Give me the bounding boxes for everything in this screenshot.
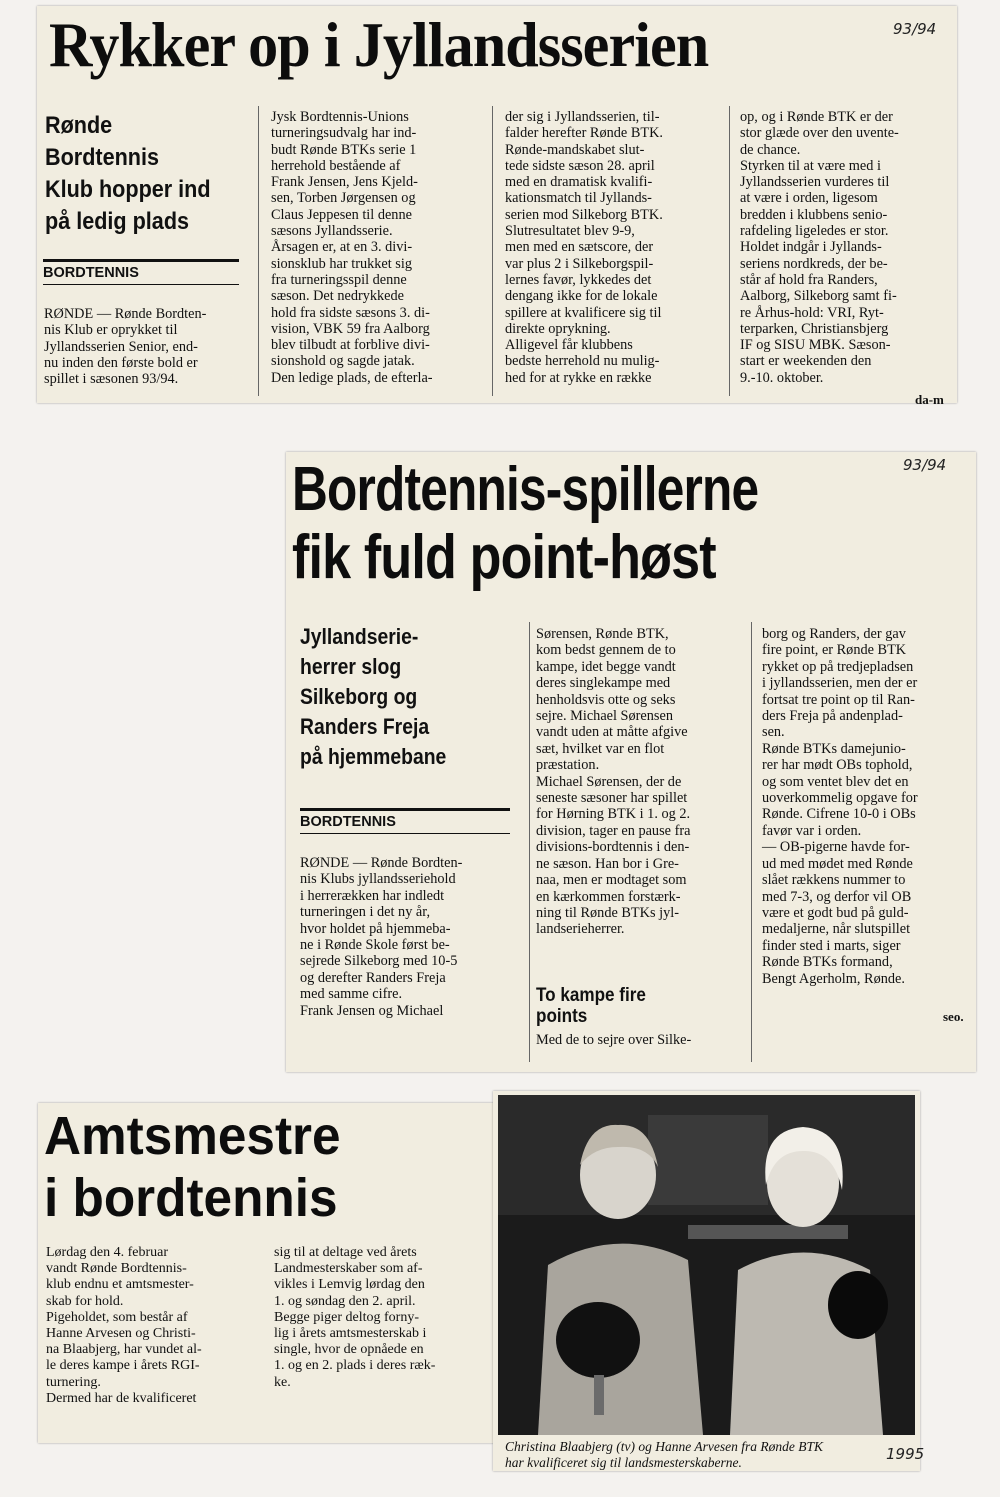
paddle-left-icon <box>556 1302 640 1378</box>
paddle-right-icon <box>828 1271 888 1339</box>
clipping-2-headline-line-2: fik fuld point-høst <box>292 523 716 592</box>
clipping-3-headline: Amtsmestre i bordtennis <box>44 1106 341 1228</box>
clipping-2-date-note: 93/94 <box>903 456 947 474</box>
clipping-1-column-3: op, og i Rønde BTK er der stor glæde over den uvente- de chance. Styrken til at være med i Jyllandsserien vurderes til at være i orden, ligesom bredden i klubbens senio- rafdeling ligeledes er stor. Holdet indgår i Jyllands- seriens nordkreds, der be- står af hold fra Randers, Aalborg, Silkeborg samt fi- re Århus-hold: VRI, Ryt- terparken, Christiansbjerg IF og SISU MBK. Sæson- start er weekenden den 9.-10. oktober. <box>740 109 899 386</box>
clipping-1-kicker: BORDTENNIS <box>43 259 239 285</box>
clipping-1-subhead: Rønde Bordtennis Klub hopper ind på ledig plads <box>45 112 211 235</box>
clipping-1 <box>37 6 957 407</box>
clipping-3-photo-block <box>493 1091 920 1471</box>
clipping-3-column-1: Lørdag den 4. februar vandt Rønde Bordtennis- klub endnu et amtsmester- skab for hold. Pigeholdet, som består af Hanne Arvesen og Christi- na Blaabjerg, har vundet al- le deres kampe i årets RGI- turnering. Dermed har de kvalificeret <box>46 1245 202 1406</box>
column-rule <box>751 622 752 1062</box>
clipping-3-text-block <box>38 1103 496 1443</box>
clipping-2-column-1: RØNDE — Rønde Bordten- nis Klubs jyllandsseriehold i herrerækken har indledt turneringen i det ny år, hvor holdet på hjemmeba- ne i Rønde Skole først be- sejrede Silkeborg med 10-5 og derefter Randers Freja med samme cifre. Frank Jensen og Michael <box>300 855 463 1019</box>
clipping-2-column-2: Sørensen, Rønde BTK, kom bedst gennem de to kampe, idet begge vandt deres singlekampe med henholdsvis otte og seks sejre. Michael Sørensen vandt uden at måtte afgive sæt, hvilket var en flot præstation. Michael Sørensen, der de seneste sæsoner har spillet for Hørning BTK i 1. og 2. division, tager en pause fra divisions-bordtennis i den- ne sæson. Han bor i Gre- naa, men er modtaget som en kærkommen forstærk- ning til Rønde BTKs jyl- landserieherrer. <box>536 626 691 938</box>
clipping-2-column-3: borg og Randers, der gav fire point, er Rønde BTK rykket op på tredjepladsen i jyllandsserien, men der er fortsat tre point op til Ran- ders Freja på andenplad- sen. Rønde BTKs damejunio- rer har mødt OBs tophold, og som ventet blev det en uoverkommelig opgave for Rønde. Cifrene 10-0 i OBs favør var i orden. — OB-pigerne havde for- ud med mødet med Rønde slået rækkens nummer to med 7-3, og derfor vil OB være et godt bud på guld- medaljerne, når slutspillet finder sted i marts, siger Rønde BTKs formand, Bengt Agerholm, Rønde. <box>762 626 918 987</box>
clipping-2 <box>286 452 976 1072</box>
clipping-1-intro: RØNDE — Rønde Bordten- nis Klub er oprykket til Jyllandsserien Senior, end- nu inden den første bold er spillet i sæsonen 93/94. <box>44 306 207 388</box>
clipping-3-year-note: 1995 <box>886 1445 925 1463</box>
clipping-1-column-2: der sig i Jyllandsserien, til- falder herefter Rønde BTK. Rønde-mandskabet slut- tede sidste sæson 28. april med en dramatisk kvalifi- kationsmatch til Jyllands- serien mod Silkeborg BTK. Slutresultatet blev 9-9, men med en sætscore, der var plus 2 i Silkeborgspil- lernes favør, lykkedes det dengang ikke for de lokale spillere at kvalificere sig til direkte oprykning. Alligevel får klubbens bedste herrehold nu mulig- hed for at rykke en række <box>505 109 663 386</box>
column-rule <box>729 106 730 396</box>
column-rule <box>258 106 259 396</box>
photo-table-tennis-players <box>498 1095 915 1435</box>
photo-caption: Christina Blaabjerg (tv) og Hanne Arvesen fra Rønde BTK har kvalificeret sig til landsmesterskaberne. <box>505 1439 823 1470</box>
column-rule <box>529 622 530 1062</box>
clipping-2-section-subhead: To kampe fire points <box>536 985 646 1027</box>
clipping-1-signature: da-m <box>915 392 944 407</box>
clipping-1-column-1: Jysk Bordtennis-Unions turneringsudvalg har ind- budt Rønde BTKs serie 1 herrehold bestående af Frank Jensen, Jens Kjeld- sen, Torben Jørgensen og Claus Jeppesen til denne sæsons Jyllandsserie. Årsagen er, at en 3. divi- sionsklub har trukket sig fra turneringsspil denne sæson. Det nedrykkede hold fra sidste sæsons 3. di- vision, VBK 59 fra Aalborg blev tilbudt at forblive divi- sionshold og sagde jatak. Den ledige plads, de efterla- <box>271 109 433 386</box>
clipping-3-column-2: sig til at deltage ved årets Landmesterskaber som af- vikles i Lemvig lørdag den 1. og søndag den 2. april. Begge piger deltog forny- lig i årets amtsmesterskab i single, hvor de opnåede en 1. og en 2. plads i deres ræk- ke. <box>274 1245 436 1390</box>
clipping-2-subhead: Jyllandserie- herrer slog Silkeborg og Randers Freja på hjemmebane <box>300 624 447 769</box>
clipping-1-headline: Rykker op i Jyllandsserien <box>49 9 709 80</box>
column-rule <box>492 106 493 396</box>
clipping-2-kicker: BORDTENNIS <box>300 808 510 834</box>
clipping-2-signature: seo. <box>943 1009 964 1024</box>
clipping-1-date-note: 93/94 <box>893 20 937 38</box>
clipping-2-headline-line-1: Bordtennis-spillerne <box>292 455 759 524</box>
clipping-3 <box>38 1103 925 1470</box>
clipping-2-column-2-tail: Med de to sejre over Silke- <box>536 1032 692 1048</box>
